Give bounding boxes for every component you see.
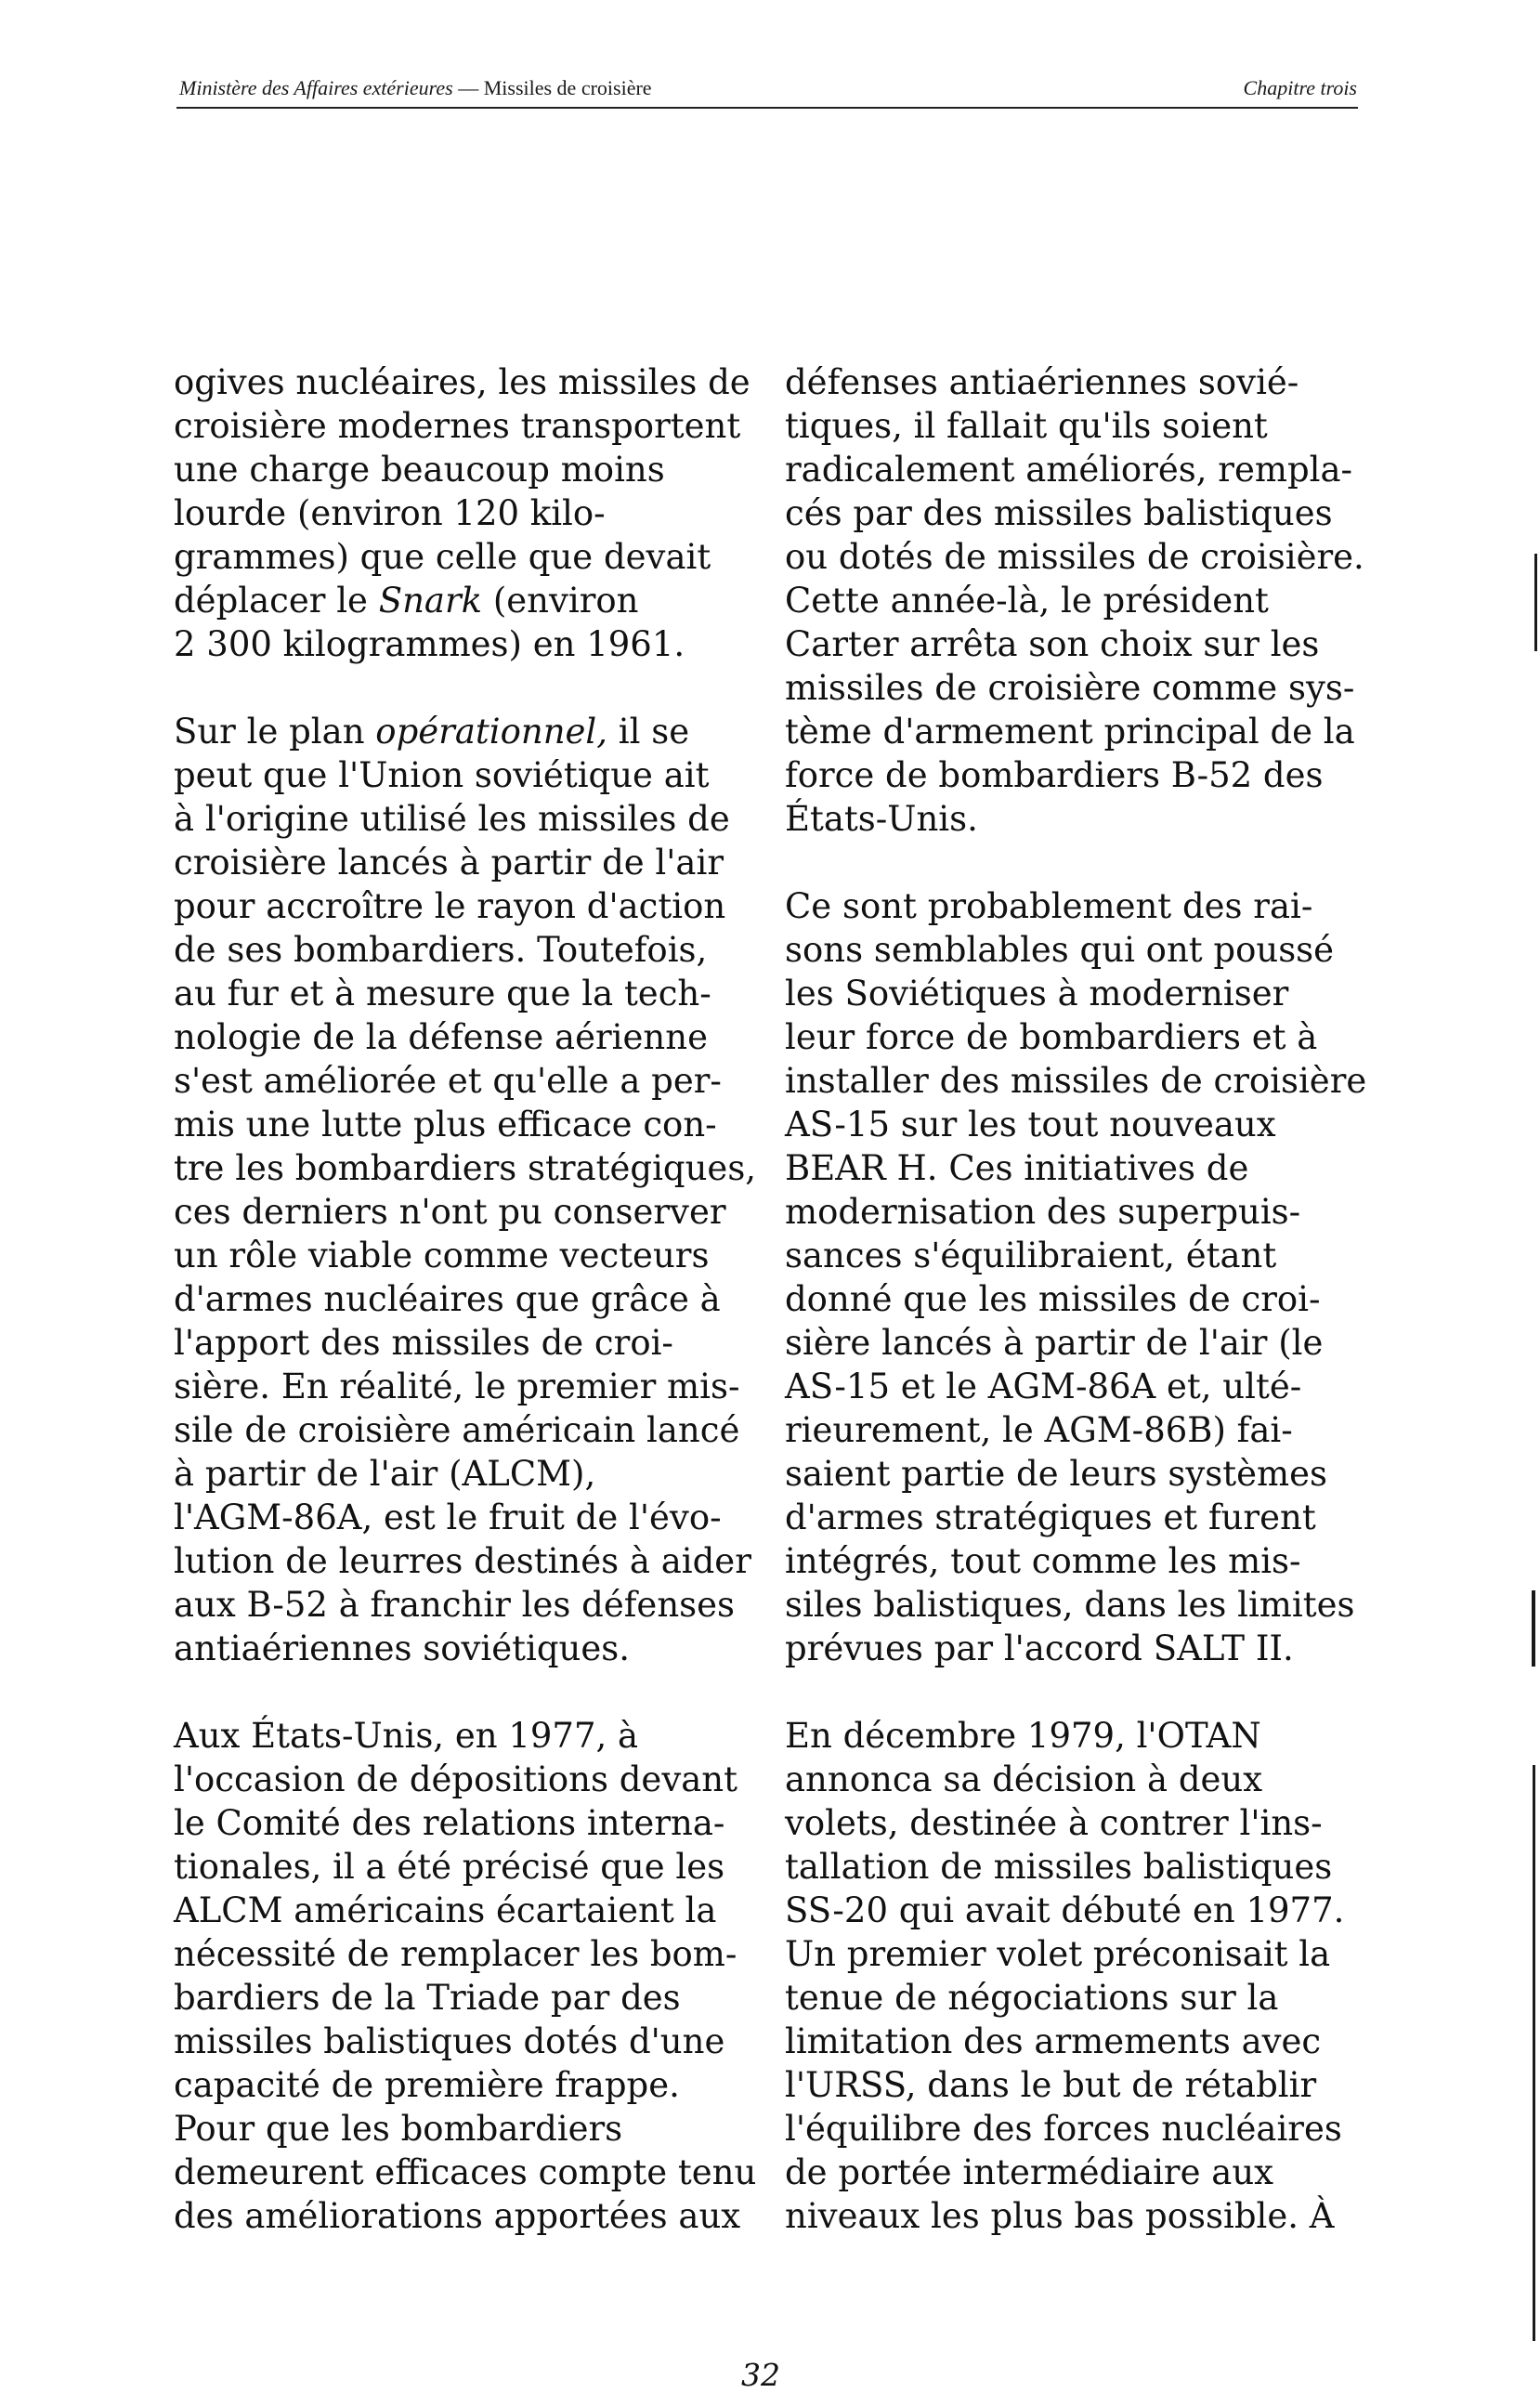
text-line: rieurement, le AGM-86B) fai- [785, 1410, 1293, 1450]
text-line: tème d'armement principal de la [785, 712, 1355, 752]
header-rule [176, 107, 1358, 109]
text-line: leur force de bombardiers et à [785, 1017, 1318, 1057]
text-line: ces derniers n'ont pu conserver [174, 1192, 726, 1232]
right-column [785, 360, 1368, 2282]
text-line: États-Unis. [785, 799, 978, 839]
text-line: tiques, il fallait qu'ils soient [785, 406, 1268, 446]
text-line: tallation de missiles balistiques [785, 1847, 1333, 1887]
text-line: ogives nucléaires, les missiles de [174, 362, 750, 402]
text-line: sile de croisière américain lancé [174, 1410, 740, 1450]
text-line: volets, destinée à contrer l'ins- [785, 1803, 1323, 1843]
text-line: tenue de négociations sur la [785, 1978, 1279, 2018]
text-line: Un premier volet préconisait la [785, 1934, 1331, 1974]
text-line: d'armes stratégiques et furent [785, 1497, 1316, 1537]
paragraph [785, 360, 1368, 841]
text-line: l'AGM-86A, est le fruit de l'évo- [174, 1497, 722, 1537]
text-line: intégrés, tout comme les mis- [785, 1541, 1301, 1581]
text-line: nécessité de remplacer les bom- [174, 1934, 737, 1974]
text-line: l'équilibre des forces nucléaires [785, 2109, 1342, 2149]
text-line: saient partie de leurs systèmes [785, 1454, 1327, 1494]
text-line: modernisation des superpuis- [785, 1192, 1301, 1232]
text-line: des améliorations apportées aux [174, 2196, 741, 2236]
text-line: sière. En réalité, le premier mis- [174, 1366, 740, 1406]
text-line: Carter arrêta son choix sur les [785, 624, 1320, 664]
text-line: au fur et à mesure que la tech- [174, 974, 711, 1013]
text-line: radicalement améliorés, rempla- [785, 450, 1353, 490]
text-line: le Comité des relations interna- [174, 1803, 725, 1843]
text-line: l'occasion de dépositions devant [174, 1759, 737, 1799]
text-line: l'apport des missiles de croi- [174, 1323, 673, 1363]
text-line: Cette année-là, le président [785, 581, 1269, 621]
text-line: de ses bombardiers. Toutefois, [174, 930, 708, 970]
text-line: d'armes nucléaires que grâce à [174, 1279, 721, 1319]
text-line: lution de leurres destinés à aider [174, 1541, 751, 1581]
text-line: SS-20 qui avait débuté en 1977. [785, 1890, 1345, 1930]
text-line: installer des missiles de croisière [785, 1061, 1367, 1101]
text-line: AS-15 sur les tout nouveaux [785, 1105, 1276, 1144]
text-line: sière lancés à partir de l'air (le [785, 1323, 1324, 1363]
text-line: les Soviétiques à moderniser [785, 974, 1289, 1013]
left-column [174, 360, 757, 2282]
text-line: niveaux les plus bas possible. À [785, 2196, 1335, 2236]
text-line: peut que l'Union soviétique ait [174, 755, 710, 795]
text-line: aux B-52 à franchir les défenses [174, 1585, 736, 1625]
text-line: ou dotés de missiles de croisière. [785, 537, 1364, 577]
text-line: siles balistiques, dans les limites [785, 1585, 1355, 1625]
text-line: défenses antiaériennes sovié- [785, 362, 1299, 402]
text-line: Sur le plan opérationnel, il se [174, 712, 690, 752]
text-line: AS-15 et le AGM-86A et, ulté- [785, 1366, 1302, 1406]
text-line: Pour que les bombardiers [174, 2109, 623, 2149]
text-line: pour accroître le rayon d'action [174, 886, 726, 926]
text-line: grammes) que celle que devait [174, 537, 711, 577]
paragraph [174, 1714, 757, 2238]
text-line: l'URSS, dans le but de rétablir [785, 2065, 1317, 2105]
header-title: Missiles de croisière [483, 76, 652, 99]
text-line: tre les bombardiers stratégiques, [174, 1148, 757, 1188]
text-line: bardiers de la Triade par des [174, 1978, 681, 2018]
scan-edge-mark [1533, 1765, 1535, 2341]
text-line: sons semblables qui ont poussé [785, 930, 1335, 970]
text-line: cés par des missiles balistiques [785, 493, 1333, 533]
header-left [179, 76, 652, 100]
text-line: tionales, il a été précisé que les [174, 1847, 725, 1887]
paragraph [785, 1714, 1368, 2238]
text-line: 2 300 kilogrammes) en 1961. [174, 624, 685, 664]
text-line: BEAR H. Ces initiatives de [785, 1148, 1249, 1188]
scan-edge-mark [1534, 554, 1537, 651]
text-line: limitation des armements avec [785, 2021, 1322, 2061]
text-line: déplacer le Snark (environ [174, 581, 639, 621]
text-line: demeurent efficaces compte tenu [174, 2152, 757, 2192]
header-separator: — [452, 76, 484, 99]
text-line: missiles balistiques dotés d'une [174, 2021, 725, 2061]
text-line: force de bombardiers B-52 des [785, 755, 1324, 795]
text-line: capacité de première frappe. [174, 2065, 680, 2105]
header-chapter: Chapitre trois [1243, 76, 1357, 99]
text-line: missiles de croisière comme sys- [785, 668, 1355, 708]
paragraph [174, 360, 750, 666]
text-line: prévues par l'accord SALT II. [785, 1628, 1294, 1668]
text-line: à l'origine utilisé les missiles de [174, 799, 730, 839]
text-line: une charge beaucoup moins [174, 450, 665, 490]
text-line: Aux États-Unis, en 1977, à [174, 1716, 639, 1756]
text-line: donné que les missiles de croi- [785, 1279, 1321, 1319]
text-line: lourde (environ 120 kilo- [174, 493, 606, 533]
text-line: de portée intermédiaire aux [785, 2152, 1274, 2192]
paragraph [174, 710, 757, 1670]
page-number: 32 [741, 2357, 780, 2393]
text-line: ALCM américains écartaient la [174, 1890, 717, 1930]
text-line: annonca sa décision à deux [785, 1759, 1263, 1799]
text-line: mis une lutte plus efficace con- [174, 1105, 717, 1144]
text-line: croisière modernes transportent [174, 406, 741, 446]
text-line: croisière lancés à partir de l'air [174, 843, 724, 883]
text-line: s'est améliorée et qu'elle a per- [174, 1061, 722, 1101]
text-line: à partir de l'air (ALCM), [174, 1454, 596, 1494]
paragraph [785, 884, 1368, 1670]
text-line: sances s'équilibraient, étant [785, 1236, 1277, 1275]
text-line: En décembre 1979, l'OTAN [785, 1716, 1261, 1756]
italic-term: opérationnel, [375, 712, 608, 752]
text-line: nologie de la défense aérienne [174, 1017, 708, 1057]
scan-edge-mark [1532, 1590, 1535, 1667]
text-line: un rôle viable comme vecteurs [174, 1236, 710, 1275]
italic-term: Snark [378, 581, 483, 621]
running-header [179, 76, 1357, 104]
header-publisher: Ministère des Affaires extérieures [179, 76, 453, 99]
text-line: Ce sont probablement des rai- [785, 886, 1313, 926]
text-line: antiaériennes soviétiques. [174, 1628, 631, 1668]
